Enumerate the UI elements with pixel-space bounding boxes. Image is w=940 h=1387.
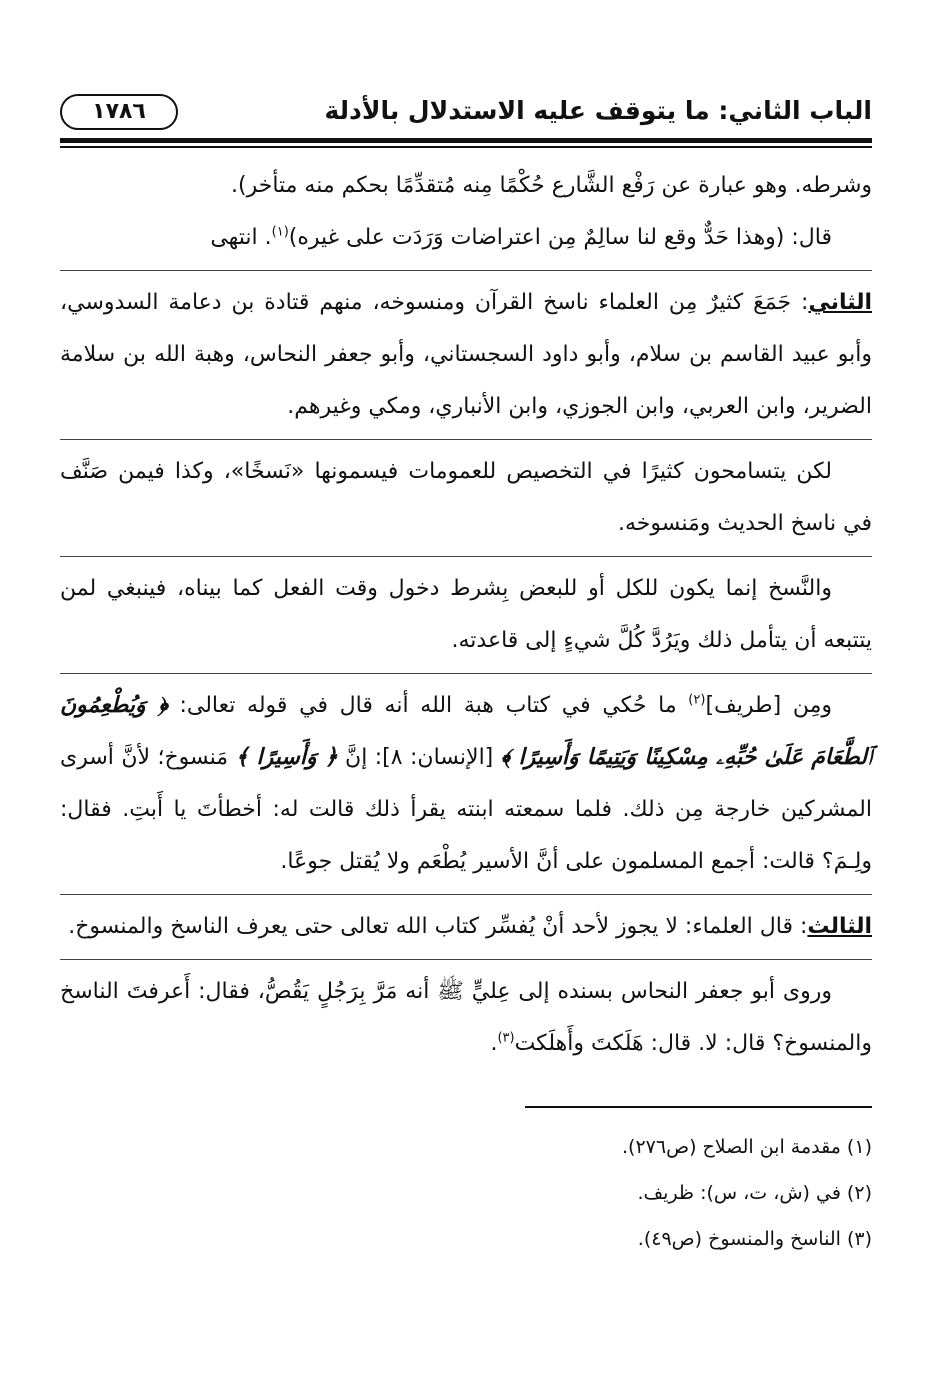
paragraph-6-text: ومِن [طريف] — [705, 693, 832, 718]
paragraph-7 — [60, 901, 872, 953]
paragraph-6-text-b: ما حُكي في كتاب هبة الله أنه قال في قوله تعالى: — [167, 693, 689, 718]
paragraph-divider — [60, 439, 872, 440]
footnote-3: (٣) الناسخ والمنسوخ (ص٤٩). — [637, 1228, 872, 1250]
header-rule-thin — [60, 146, 872, 148]
quran-word: ﴿ وَأَسِيرًا ﴾ — [235, 745, 338, 770]
section-lead-third: الثالث — [807, 914, 872, 939]
paragraph-5-text: والنَّسخ إنما يكون للكل أو للبعض بِشرط دخول وقت الفعل كما بيناه، فينبغي لمن يتتبعه أن يتأمل ذلك ويَرُدَّ كُلَّ شيءٍ إلى قاعدته. — [60, 576, 872, 653]
main-text — [60, 160, 872, 1070]
page-number-badge: ١٧٨٦ — [60, 94, 178, 130]
paragraph-8-text: وروى أبو جعفر النحاس بسنده إلى عِليٍّ ﷺ أنه مَرَّ بِرَجُلٍ يَقُصُّ، فقال: أَعرفتَ الناسخ والمنسوخ؟ قال: لا. قال: هَلَكتَ وأَهلَكت — [60, 979, 872, 1056]
paragraph-7-text: : قال العلماء: لا يجوز لأحد أنْ يُفسِّر كتاب الله تعالى حتى يعرف الناسخ والمنسوخ. — [68, 914, 808, 939]
footnote-2: (٢) في (ش، ت، س): ظريف. — [637, 1182, 872, 1204]
running-header — [60, 92, 872, 134]
footnote-1: (١) مقدمة ابن الصلاح (ص٢٧٦). — [622, 1136, 872, 1158]
paragraph-divider — [60, 894, 872, 895]
paragraph-1 — [60, 160, 872, 212]
paragraph-divider — [60, 959, 872, 960]
paragraph-8 — [60, 966, 872, 1070]
verse-reference: [الإنسان: ٨]: إنَّ — [337, 745, 501, 770]
paragraph-8-end: . — [490, 1031, 498, 1056]
quran-verse: ﴿ وَيُطْعِمُونَ ٱلطَّعَامَ عَلَىٰ حُبِّهِۦ مِسْكِينًا وَيَتِيمًا وَأَسِيرًا ﴾ — [60, 693, 872, 770]
paragraph-3 — [60, 277, 872, 433]
paragraph-3-text: : جَمَعَ كثيرٌ مِن العلماء ناسخ القرآن ومنسوخه، منهم قتادة بن دعامة السدوسي، وأبو عبيد القاسم بن سلام، وأبو داود السجستاني، وأبو جعفر النحاس، وهبة الله بن سلامة الضرير، وابن العربي، وابن الجوزي، وابن الأنباري، ومكي وغيرهم. — [60, 290, 872, 419]
paragraph-5 — [60, 563, 872, 667]
paragraph-4-text: لكن يتسامحون كثيرًا في التخصيص للعمومات فيسمونها «نَسخًا»، وكذا فيمن صَنَّف في ناسخ الحديث ومَنسوخه. — [60, 459, 872, 536]
paragraph-divider — [60, 270, 872, 271]
chapter-title: الباب الثاني: ما يتوقف عليه الاستدلال بالأدلة — [324, 96, 872, 125]
footnote-ref-1[interactable]: (١) — [271, 224, 289, 240]
paragraph-2 — [60, 212, 872, 264]
paragraph-1-text: وشرطه. وهو عبارة عن رَفْع الشَّارع حُكْمًا مِنه مُتقدِّمًا بحكم منه متأخر). — [231, 173, 872, 198]
header-rule-thick — [60, 138, 872, 143]
footnotes — [60, 1124, 872, 1262]
section-lead-second: الثاني — [808, 290, 872, 315]
paragraph-6 — [60, 680, 872, 888]
paragraph-4 — [60, 446, 872, 550]
paragraph-divider — [60, 556, 872, 557]
paragraph-divider — [60, 673, 872, 674]
footnote-ref-3[interactable]: (٣) — [497, 1030, 515, 1046]
footnote-separator — [525, 1106, 872, 1108]
paragraph-6-text-d: مَنسوخ؛ لأنَّ أسرى المشركين خارجة مِن ذلك. فلما سمعته ابنته يقرأ ذلك قالت له: أخطأتَ يا أَبتِ. فقال: ولِـمَ؟ قالت: أجمع المسلمون على أنَّ الأسير يُطْعَم ولا يُقتل جوعًا. — [60, 745, 872, 874]
paragraph-2-end: . انتهى — [210, 225, 272, 250]
paragraph-2-text: قال: (وهذا حَدٌّ وقع لنا سالِمٌ مِن اعتراضات وَرَدَت على غيره) — [288, 225, 832, 250]
footnote-ref-2[interactable]: (٢) — [688, 692, 706, 708]
